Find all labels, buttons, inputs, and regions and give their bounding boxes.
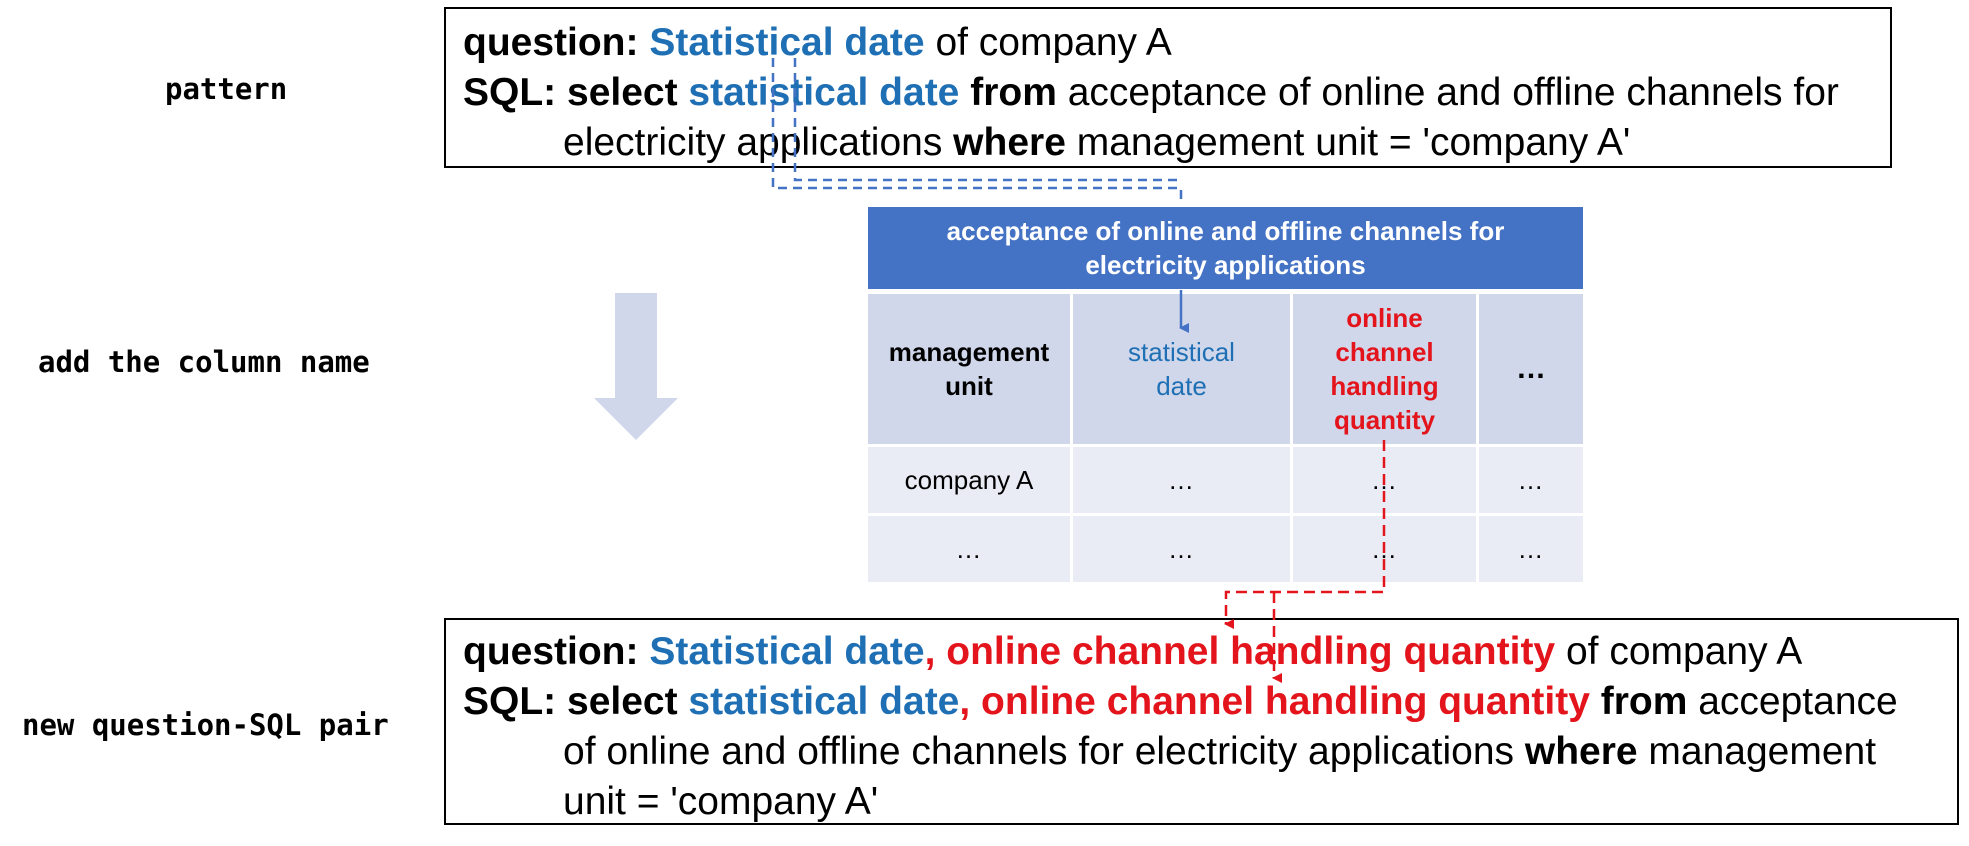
row-2-management-unit: … [868, 516, 1070, 582]
sql-where: where [1524, 730, 1638, 773]
sql-select: select [567, 71, 689, 114]
sql-from: from [1589, 680, 1688, 723]
red-connector [1226, 440, 1384, 678]
sql-table: acceptance of online and offline channels for [1056, 71, 1839, 114]
label-add-column: add the column name [38, 345, 370, 379]
header-statistical-date: statistical date [1073, 294, 1290, 444]
row-1-management-unit: company A [868, 447, 1070, 513]
header-online-channel: online channel handling quantity [1293, 294, 1476, 444]
new-sql-line-3: unit = 'company A' [563, 780, 879, 823]
row-2-online-channel: … [1293, 516, 1476, 582]
question-prefix: question: [463, 630, 650, 673]
label-new-pair: new question-SQL pair [22, 708, 389, 742]
sql-comma: , [959, 680, 982, 723]
sql-column: statistical date [688, 71, 960, 114]
question-prefix: question: [463, 21, 650, 64]
sql-select: select [567, 680, 689, 723]
sql-column-1: statistical date [688, 680, 960, 723]
row-1-online-channel: … [1293, 447, 1476, 513]
row-2-more: … [1479, 516, 1583, 582]
sql-table-cont: of online and offline channels for electricity applications [563, 730, 1525, 773]
question-rest: of company A [924, 21, 1172, 64]
sql-table: acceptance [1687, 680, 1898, 723]
question-rest: of company A [1555, 630, 1803, 673]
sql-column-2: online channel handling quantity [981, 680, 1590, 723]
header-more: … [1479, 294, 1583, 444]
question-column-1: Statistical date [649, 630, 925, 673]
sql-prefix: SQL: [463, 71, 567, 114]
sql-table-cont: electricity applications [563, 121, 954, 164]
sql-prefix: SQL: [463, 680, 567, 723]
label-pattern: pattern [165, 72, 288, 106]
question-comma: , [924, 630, 947, 673]
sql-where: where [953, 121, 1066, 164]
sql-condition: management unit = 'company A' [1065, 121, 1631, 164]
row-2-statistical-date: … [1073, 516, 1290, 582]
question-column-2: online channel handling quantity [946, 630, 1556, 673]
header-management-unit: management unit [868, 294, 1070, 444]
sql-from: from [959, 71, 1057, 114]
row-1-more: … [1479, 447, 1583, 513]
sql-condition: management [1637, 730, 1877, 773]
row-1-statistical-date: … [1073, 447, 1290, 513]
question-column: Statistical date [649, 21, 925, 64]
blue-connector [773, 58, 1181, 328]
table-title: acceptance of online and offline channels for electricity applications [868, 207, 1583, 289]
